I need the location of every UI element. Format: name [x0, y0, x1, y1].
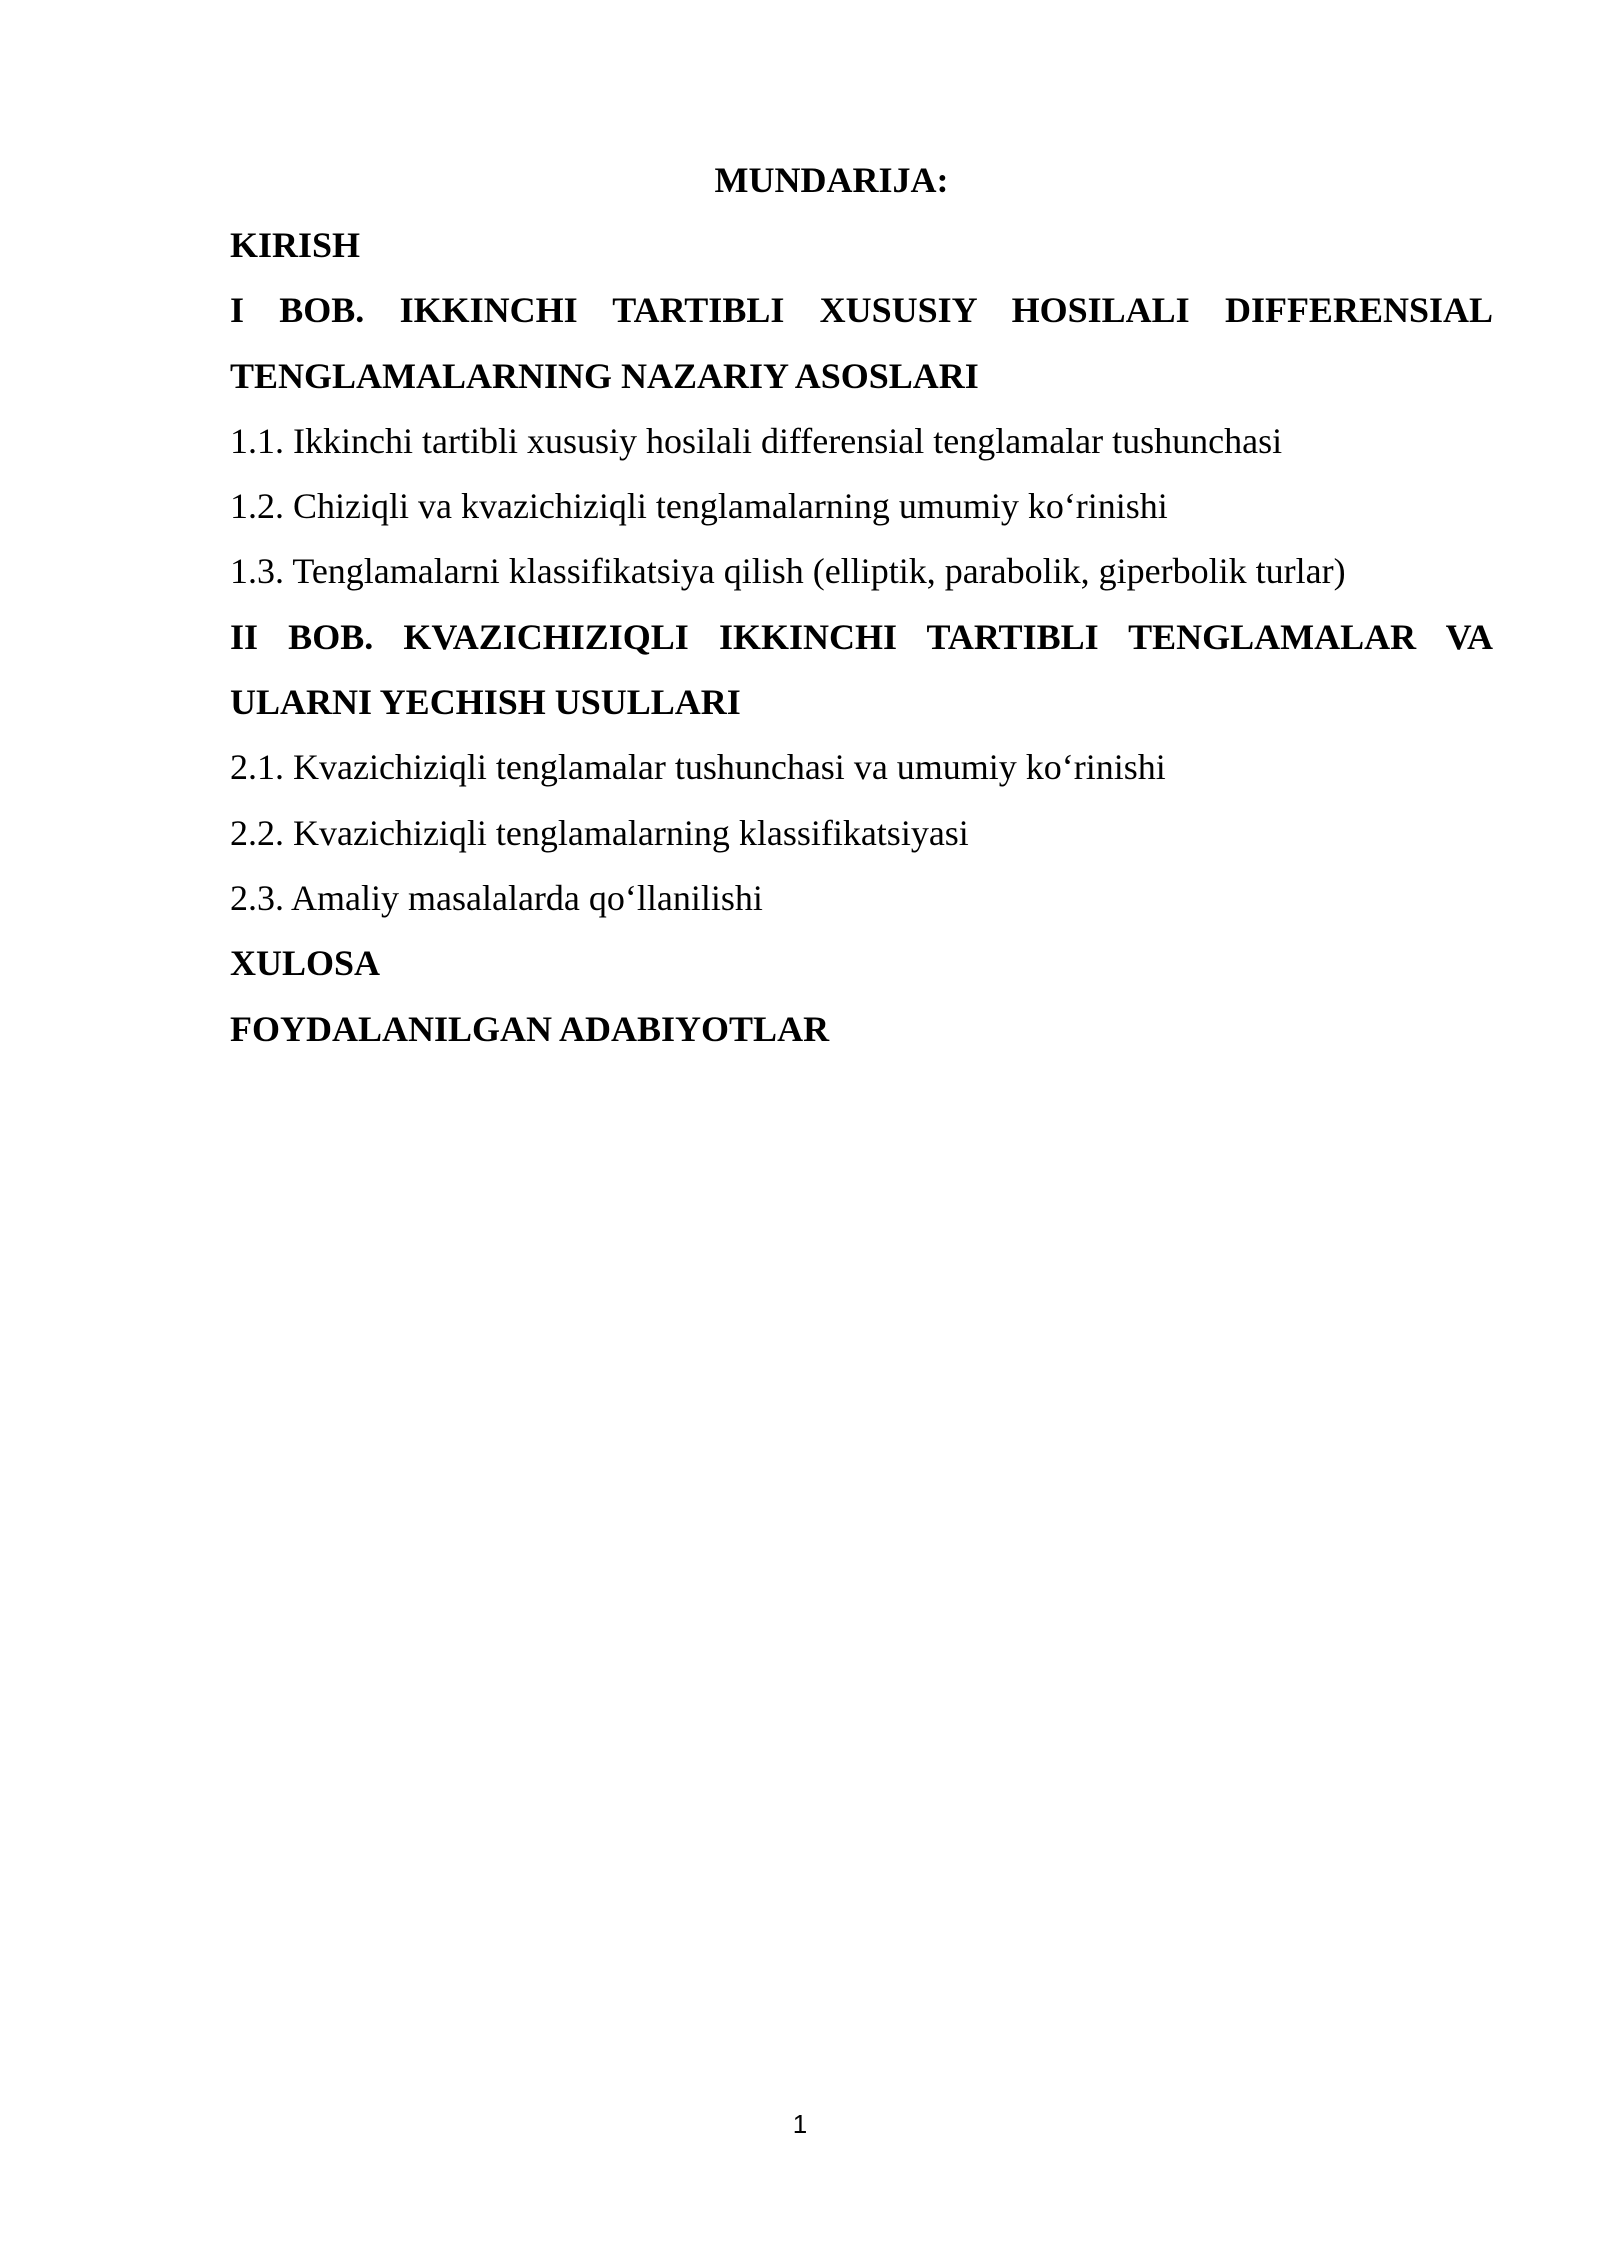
- toc-section-1-2: 1.2. Chiziqli va kvazichiziqli tenglamalarning umumiy ko‘rinishi: [230, 486, 1168, 527]
- toc-entry-introduction: KIRISH: [230, 225, 361, 265]
- toc-entry-references: FOYDALANILGAN ADABIYOTLAR: [230, 1008, 830, 1049]
- table-of-contents: [230, 148, 1493, 1062]
- toc-section-2-2: 2.2. Kvazichiziqli tenglamalarning klassifikatsiyasi: [230, 812, 969, 853]
- toc-chapter-1-heading-line-2: TENGLAMALARNING NAZARIY ASOSLARI: [230, 355, 979, 396]
- toc-chapter-2-heading-line-2: ULARNI YECHISH USULLARI: [230, 682, 741, 723]
- toc-chapter-1-heading-line-1: I BOB. IKKINCHI TARTIBLI XUSUSIY HOSILALI DIFFERENSIAL: [230, 290, 1493, 331]
- page-number: 1: [792, 2109, 808, 2139]
- toc-section-1-1: 1.1. Ikkinchi tartibli xususiy hosilali differensial tenglamalar tushunchasi: [230, 420, 1283, 461]
- toc-section-2-1: 2.1. Kvazichiziqli tenglamalar tushunchasi va umumiy ko‘rinishi: [230, 747, 1166, 788]
- toc-entry-conclusion: XULOSA: [230, 943, 381, 984]
- toc-chapter-2-heading-line-1: II BOB. KVAZICHIZIQLI IKKINCHI TARTIBLI TENGLAMALAR VA: [230, 616, 1493, 657]
- toc-section-2-3: 2.3. Amaliy masalalarda qo‘llanilishi: [230, 877, 763, 918]
- toc-section-1-3: 1.3. Tenglamalarni klassifikatsiya qilish (elliptik, parabolik, giperbolik turlar): [230, 551, 1346, 592]
- toc-title: MUNDARIJA:: [714, 160, 949, 200]
